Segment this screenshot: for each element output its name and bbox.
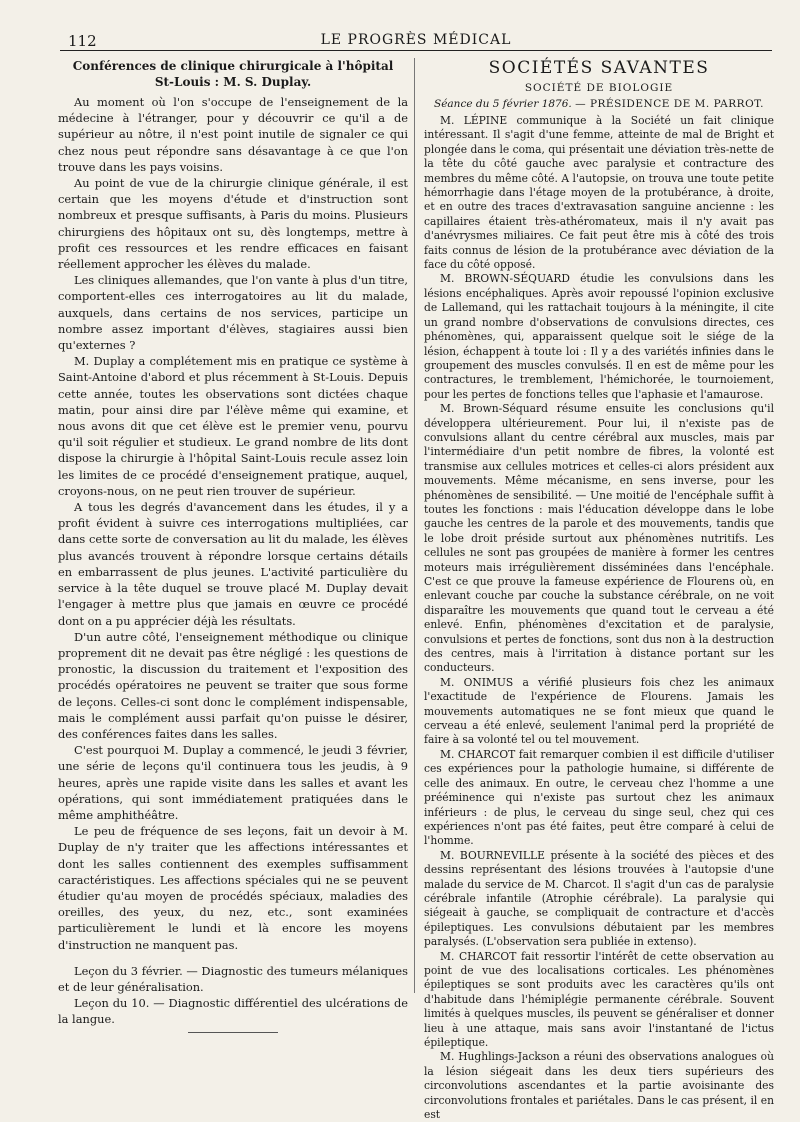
section-subtitle: SOCIÉTÉ DE BIOLOGIE	[524, 82, 674, 94]
left-paragraph: Au moment où l'on s'occupe de l'enseignement de la médecine à l'étranger, pour y découvrir ce qu'il a de supérieur au nôtre, il n'est point inutile de signaler ce qui chez nous peut répondre sans désavantage à ce que l'on trouve dans les pays voisins.	[58, 95, 408, 174]
right-paragraph: M. LÉPINE communique à la Société un fait clinique intéressant. Il s'agit d'une femme, atteinte de mal de Bright et plongée dans le coma, qui présentait une déviation très-nette de la tête du côté gauche avec paralysie et contracture des membres du même côté. A l'autopsie, on trouva une toute petite hémorrhagie dans l'étage moyen de la protubérance, à droite, et en outre des traces d'extravasation sanguine ancienne : les capillaires étaient très-athéromateux, mais il n'y avait pas d'anévrysmes miliaires. Ce fait peut être mis à côté des trois faits connus de lésion de la protubérance avec déviation de la face du côté opposé.	[424, 114, 775, 272]
column-divider	[414, 58, 415, 993]
section-title: SOCIÉTÉS SAVANTES	[488, 58, 710, 78]
left-paragraph: D'un autre côté, l'enseignement méthodique ou clinique proprement dit ne devait pas être négligé : les questions de pronostic, la discussion du traitement et l'exposition des procédés opératoires ne peuvent se traiter que sous forme de leçons. Celles-ci sont donc le complément indispensable, mais le complément aussi parfait qu'on puisse le désirer, des conférences faites dans les salles.	[58, 629, 408, 741]
left-paragraph: Le peu de fréquence de ses leçons, fait un devoir à M. Duplay de n'y traiter que les affections intéressantes et dont les salles contiennent des exemples suffisamment caractéristiques. Les affections spéciales qui ne se peuvent étudier qu'au moyen de procédés spéciaux, maladies des oreilles, des yeux, du nez, etc., sont examinées particulièrement le lundi et là encore les moyens d'instruction ne manquent pas.	[58, 824, 408, 952]
page-header	[60, 30, 772, 51]
left-paragraph: Les cliniques allemandes, que l'on vante à plus d'un titre, comportent-elles ces interrogatoires au lit du malade, auxquels, dans certains de nos services, participe un nombre assez important d'élèves, stagiaires aussi bien qu'externes ?	[58, 273, 408, 353]
lecons-list	[58, 963, 408, 1028]
right-paragraph: M. BROWN-SÉQUARD étudie les convulsions dans les lésions encéphaliques. Après avoir repoussé l'opinion exclusive de Lallemand, qui les rattachait toujours à la méningite, il cite un grand nombre d'observations de convulsions directes, ces phénomènes, qui, apparaissent quelque soit le siége de la lésion, échappent à toute loi : Il y a des variétés infinies dans le groupement des muscles convulsés. Il en est de même pour les contractures, le tremblement, l'hémichorée, le tournoiement, pour les pertes de fonctions telles que l'aphasie et l'amaurose.	[424, 272, 774, 401]
article-title	[58, 58, 408, 90]
seance-presidence: — PRÉSIDENCE DE M. PARROT.	[575, 98, 764, 110]
lecon-entry: Leçon du 3 février. — Diagnostic des tumeurs mélaniques et de leur généralisation.	[58, 963, 408, 994]
right-paragraph: M. Brown-Séquard résume ensuite les conclusions qu'il développera ultérieurement. Pour lui, il n'existe pas de convulsions allant du centre cérébral aux muscles, mais par l'intermédiaire d'un petit nombre de fibres, la volonté est transmise aux cellules motrices et celles-ci alors président aux mouvements. Même mécanisme, en sens inverse, pour les phénomènes de sensibilité. — Une moitié de l'encéphale suffit à toutes les fonctions : mais l'éducation développe dans le lobe gauche les centres de la parole et des mouvements, tandis que le lobe droit préside surtout aux phénomènes nutritifs. Les cellules ne sont pas groupées de manière à former les centres moteurs mais irrégulièrement disséminées dans l'encéphale. C'est ce que prouve la fameuse expérience de Flourens où, en enlevant couche par couche la substance cérébrale, on ne voit disparaître les mouvements que quand tout le cerveau a été enlevé. Enfin, phénomènes d'excitation et de paralysie, convulsions et pertes de fonctions, sont dus non à la destruction des centres, mais à l'irritation à distance portant sur les conducteurs.	[424, 402, 774, 675]
left-column	[58, 58, 408, 1058]
right-paragraph: M. CHARCOT fait ressortir l'intérêt de cette observation au point de vue des localisations corticales. Les phénomènes épileptiques se sont produits avec les caractères qu'ils ont d'habitude dans l'hémiplégie permanente cérébrale. Souvent limités à quelques muscles, ils peuvent se généraliser et donner lieu à une attaque, mais sans avoir l'instantané de l'ictus épileptique.	[424, 949, 774, 1049]
right-paragraph: M. CHARCOT fait remarquer combien il est difficile d'utiliser ces expériences pour la pathologie humaine, si différente de celle des animaux. En outre, le cerveau chez l'homme a une prééminence qui n'existe pas surtout chez les animaux inférieurs : de plus, le cerveau du singe seul, chez qui ces expériences n'ont pas été faites, peut être comparé à celui de l'homme.	[424, 747, 774, 848]
end-rule	[188, 1032, 278, 1033]
running-title: LE PROGRÈS MÉDICAL	[320, 32, 512, 48]
right-paragraph: M. Hughlings-Jackson a réuni des observations analogues où la lésion siégeait dans les deux tiers supérieurs des circonvolutions ascendantes et la partie avoisinante des circonvolutions frontales et pariétales. Dans le cas présent, il en est	[424, 1050, 774, 1122]
left-paragraph: M. Duplay a complétement mis en pratique ce système à Saint-Antoine d'abord et plus récemment à St-Louis. Depuis cette année, toutes les observations sont dictées chaque matin, pour ainsi dire par l'élève même qui examine, et nous avons dit que cet élève est le premier venu, pourvu qu'il soit régulier et studieux. Le grand nombre de lits dont dispose la chirurgie à l'hôpital Saint-Louis recule assez loin les limites de ce procédé d'enseignement pratique, auquel, croyons-nous, on ne peut rien trouver de supérieur.	[58, 354, 408, 498]
right-column	[424, 58, 775, 1122]
page-number: 112	[68, 32, 97, 50]
right-paragraph: M. BOURNEVILLE présente à la société des pièces et des dessins représentant des lésions trouvées à l'autopsie d'une malade du service de M. Charcot. Il s'agit d'un cas de paralysie cérébrale infantile (Atrophie cérébrale). La paralysie qui siégeait à gauche, se compliquait de contracture et d'accès épileptiques. Les convulsions débutaient par les membres paralysés. (L'observation sera publiée in extenso).	[424, 848, 774, 949]
left-paragraph: A tous les degrés d'avancement dans les études, il y a profit évident à suivre ces interrogations multipliées, car dans cette sorte de conversation au lit du malade, les élèves plus avancés trouvent à répondre lorsque certains détails en embarrassent de plus jeunes. L'activité particulière du service à la tête duquel se trouve placé M. Duplay devait l'engager à mettre plus que jamais en œuvre ce procédé dont on a pu apprécier déjà les résultats.	[58, 500, 408, 628]
right-paragraph: M. ONIMUS a vérifié plusieurs fois chez les animaux l'exactitude de l'expérience de Flourens. Jamais les mouvements automatiques ne se font mieux que quand le cerveau a été enlevé, seulement l'animal perd la propriété de faire à sa volonté tel ou tel mouvement.	[424, 675, 774, 747]
article-title-line-2: St-Louis : M. S. Duplay.	[154, 75, 312, 89]
article-title-line-1: Conférences de clinique chirurgicale à l'hôpital	[72, 59, 394, 73]
seance-line	[424, 97, 774, 111]
left-paragraph: C'est pourquoi M. Duplay a commencé, le jeudi 3 février, une série de leçons qu'il continuera tous les jeudis, à 9 heures, après une rapide visite dans les salles et avant les opérations, qui sont immédiatement pratiquées dans le même amphithéâtre.	[58, 743, 408, 822]
seance-date: Séance du 5 février 1876.	[434, 98, 572, 110]
lecon-entry: Leçon du 10. — Diagnostic différentiel des ulcérations de la langue.	[58, 996, 408, 1027]
left-paragraph: Au point de vue de la chirurgie clinique générale, il est certain que les moyens d'étude et d'instruction sont nombreux et presque suffisants, à Paris du moins. Plusieurs chirurgiens des hôpitaux ont su, dès longtemps, mettre à profit ces ressources et les rendre efficaces en faisant réellement approcher les élèves du malade.	[58, 176, 408, 272]
